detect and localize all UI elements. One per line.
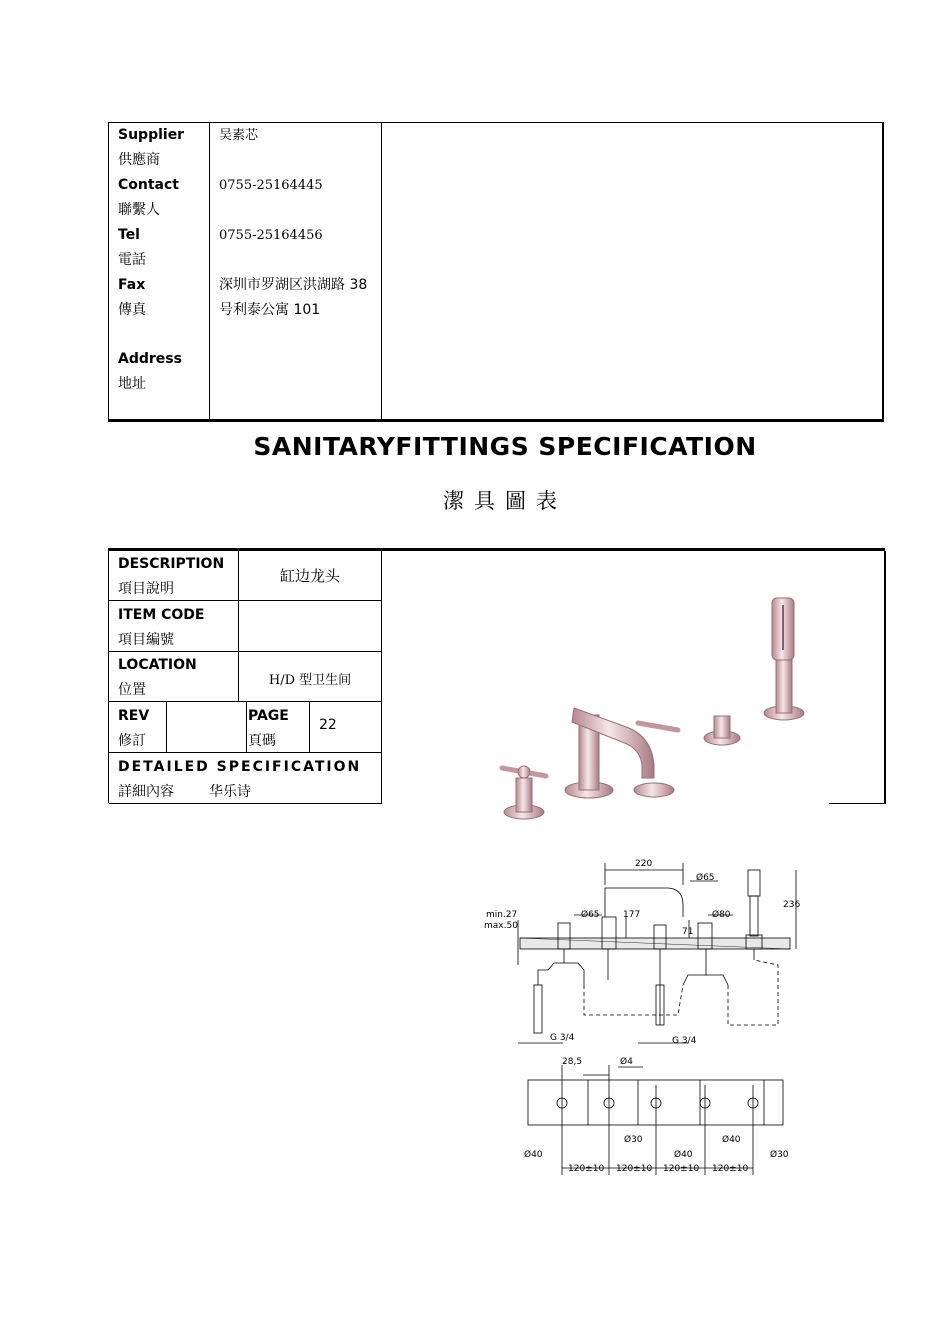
dim-d40-b: Ø40 <box>524 1150 543 1160</box>
dim-120-1: 120±10 <box>568 1164 605 1174</box>
page-subtitle: 潔具圖表 <box>443 489 567 513</box>
address-label-cn: 地址 <box>118 376 146 392</box>
dim-d40-c: Ø40 <box>674 1150 693 1160</box>
dim-d65-top: Ø65 <box>696 873 715 883</box>
diverter <box>704 716 740 745</box>
column-divider <box>309 702 310 752</box>
address-label: Address <box>118 351 182 367</box>
dim-g34-b: G 3/4 <box>672 1036 697 1046</box>
fax-value: 0755-25164456 <box>219 228 323 243</box>
page-label: PAGE <box>248 708 289 724</box>
dim-d30-b: Ø30 <box>770 1150 789 1160</box>
dim-120-2: 120±10 <box>616 1164 653 1174</box>
dim-min: min.27 <box>486 910 518 920</box>
dim-max: max.50 <box>484 921 518 931</box>
detailed-spec-label: DETAILED SPECIFICATION <box>118 759 362 775</box>
page-label-cn: 頁碼 <box>248 733 276 749</box>
dim-236: 236 <box>783 900 801 910</box>
dim-d40-a: Ø40 <box>722 1135 741 1145</box>
dim-d80: Ø80 <box>712 910 731 920</box>
hand-shower <box>764 598 804 720</box>
dim-120-3: 120±10 <box>663 1164 700 1174</box>
right-border <box>884 551 886 803</box>
dim-d30-a: Ø30 <box>624 1135 643 1145</box>
dim-d4: Ø4 <box>620 1057 633 1067</box>
faucet-photo <box>454 580 830 830</box>
dim-71: 71 <box>682 927 694 937</box>
dim-177: 177 <box>623 910 641 920</box>
tel-value: 0755-25164445 <box>219 178 323 193</box>
description-label: DESCRIPTION <box>118 556 225 572</box>
detailed-spec-value: 华乐诗 <box>209 784 251 800</box>
bottom-border-right <box>829 803 886 804</box>
address-line-1: 深圳市罗湖区洪湖路 38 <box>219 277 368 293</box>
rev-label: REV <box>118 708 150 724</box>
page-value: 22 <box>319 717 337 733</box>
contact-label: Contact <box>118 177 179 193</box>
supplier-label-cn: 供應商 <box>118 152 160 168</box>
fax-label-cn: 傳真 <box>118 302 146 318</box>
supplier-label: Supplier <box>118 127 185 143</box>
description-label-cn: 項目說明 <box>118 581 174 597</box>
page-title: SANITARYFITTINGS SPECIFICATION <box>253 432 757 461</box>
dim-220: 220 <box>635 859 653 869</box>
description-value: 缸边龙头 <box>279 567 340 585</box>
supplier-table <box>108 122 884 422</box>
item-code-label-cn: 項目編號 <box>118 632 174 648</box>
row-divider <box>109 752 382 753</box>
dim-g34-a: G 3/4 <box>550 1033 575 1043</box>
fax-label: Fax <box>118 277 146 293</box>
column-divider <box>381 123 382 419</box>
dim-28-5: 28,5 <box>562 1057 583 1067</box>
address-line-2: 号利泰公寓 101 <box>219 302 321 318</box>
location-value: H/D 型卫生间 <box>268 673 352 688</box>
detailed-spec-label-cn: 詳細內容 <box>118 784 174 800</box>
dim-d65: Ø65 <box>581 910 600 920</box>
left-valve <box>502 766 546 819</box>
item-code-label: ITEM CODE <box>118 607 205 623</box>
dim-120-4: 120±10 <box>712 1164 749 1174</box>
technical-drawing <box>478 855 808 1185</box>
column-divider <box>246 702 247 752</box>
column-divider <box>166 702 167 752</box>
column-divider <box>209 123 210 419</box>
column-divider <box>381 551 382 804</box>
rev-label-cn: 修訂 <box>118 733 146 749</box>
contact-label-cn: 聯繫人 <box>118 202 160 218</box>
supplier-name: 吴素芯 <box>219 128 259 143</box>
tel-label-cn: 電話 <box>118 252 146 268</box>
tel-label: Tel <box>118 227 140 243</box>
location-label: LOCATION <box>118 657 197 673</box>
location-label-cn: 位置 <box>118 682 146 698</box>
